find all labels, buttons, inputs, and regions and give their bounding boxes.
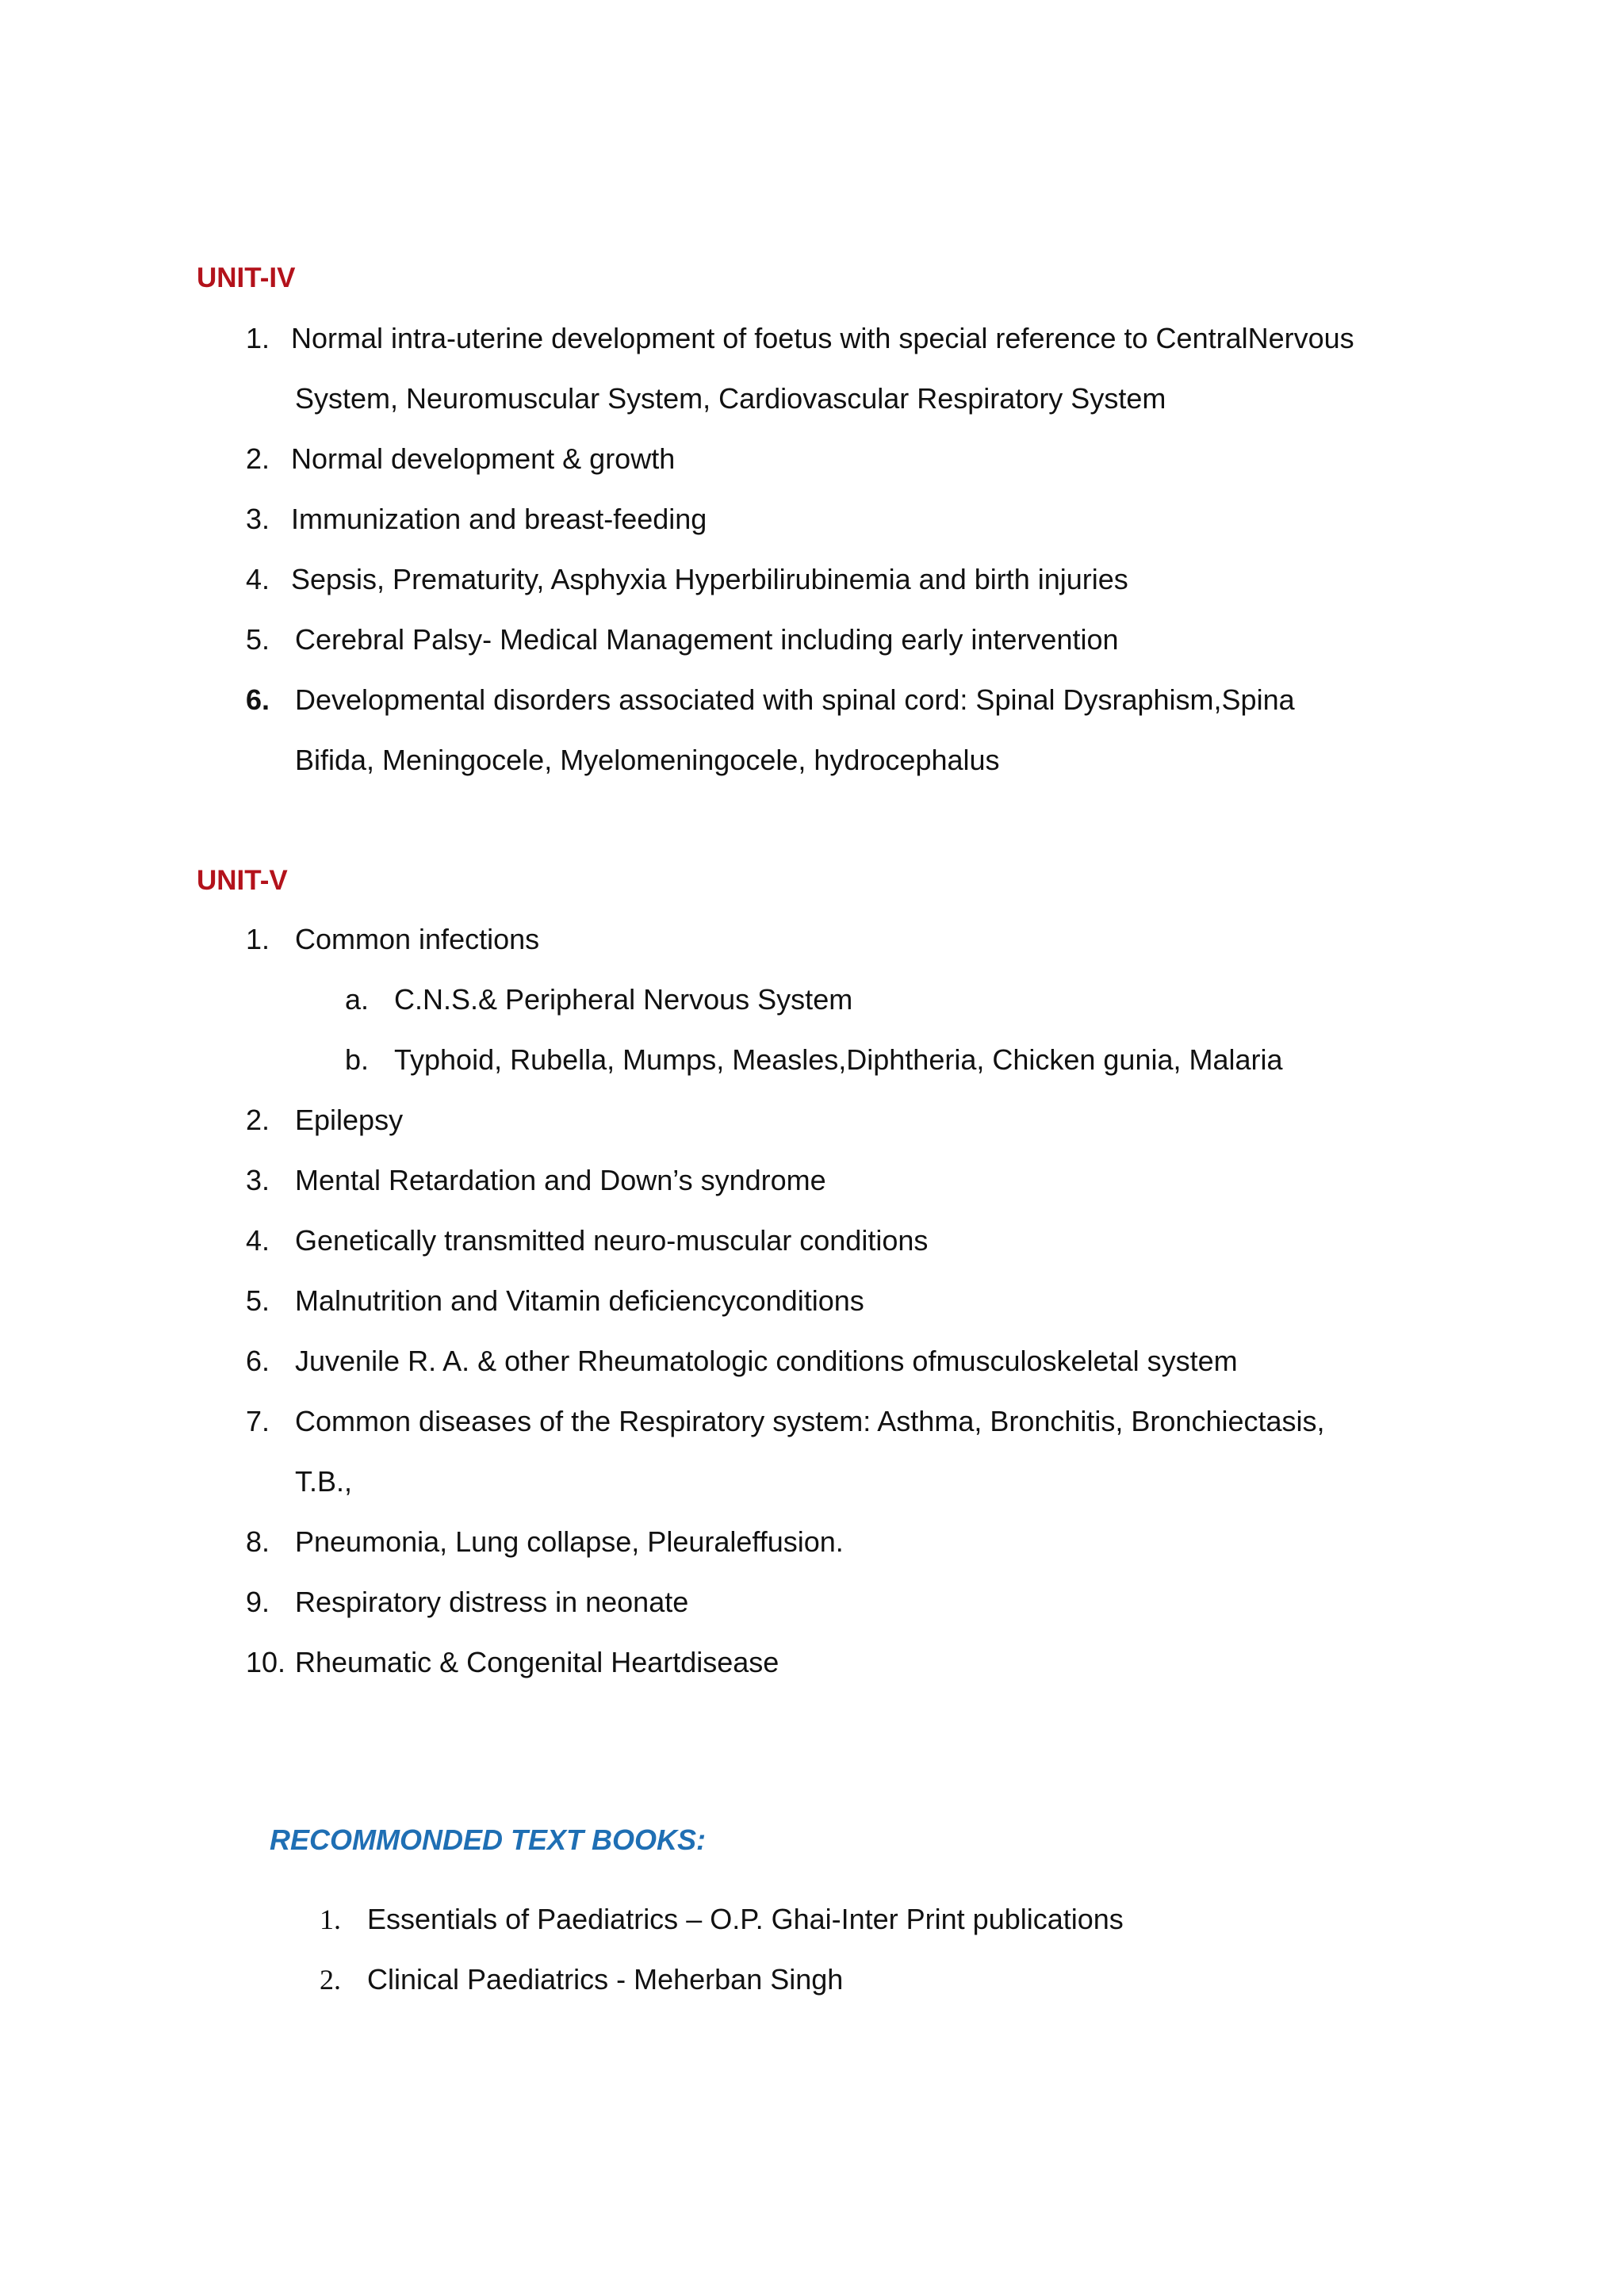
item-text: Typhoid, Rubella, Mumps, Measles,Diphtheria, Chicken gunia, Malaria <box>394 1043 1283 1076</box>
unit-iv-heading: UNIT-IV <box>197 262 296 293</box>
item-text: Common infections <box>295 923 540 955</box>
unit-v-heading: UNIT-V <box>197 865 288 896</box>
item-text: Clinical Paediatrics - Meherban Singh <box>367 1963 844 1996</box>
books-heading: RECOMMONDED TEXT BOOKS: <box>270 1823 707 1856</box>
item-text: Genetically transmitted neuro-muscular conditions <box>295 1224 929 1257</box>
item-number: 2. <box>320 1964 341 1996</box>
item-number: 1. <box>246 322 270 354</box>
item-text: Respiratory distress in neonate <box>295 1586 689 1618</box>
item-number: 8. <box>246 1525 270 1558</box>
item-number: 7. <box>246 1405 270 1437</box>
item-text: Developmental disorders associated with spinal cord: Spinal Dysraphism,Spina <box>295 683 1295 716</box>
item-number: 1. <box>320 1904 341 1935</box>
item-continuation: System, Neuromuscular System, Cardiovascular Respiratory System <box>295 382 1166 415</box>
item-number: 3. <box>246 503 270 535</box>
item-text: Essentials of Paediatrics – O.P. Ghai-Inter Print publications <box>367 1903 1124 1935</box>
item-letter: a. <box>345 983 370 1016</box>
item-number: 4. <box>246 1224 270 1257</box>
item-text: Normal development & growth <box>291 442 676 475</box>
item-text: C.N.S.& Peripheral Nervous System <box>394 983 853 1016</box>
item-number: 9. <box>246 1586 270 1618</box>
item-number: 5. <box>246 623 270 656</box>
item-text: Epilepsy <box>295 1104 404 1136</box>
item-text: Pneumonia, Lung collapse, Pleuraleffusion. <box>295 1525 844 1558</box>
item-continuation: Bifida, Meningocele, Myelomeningocele, hydrocephalus <box>295 744 1000 776</box>
item-text: Immunization and breast-feeding <box>291 503 707 535</box>
item-number: 5. <box>246 1284 270 1317</box>
item-text: Juvenile R. A. & other Rheumatologic conditions ofmusculoskeletal system <box>295 1345 1238 1377</box>
item-continuation: T.B., <box>295 1465 353 1498</box>
item-number: 6. <box>246 1345 270 1377</box>
item-number: 1. <box>246 923 270 955</box>
item-text: Common diseases of the Respiratory system: Asthma, Bronchitis, Bronchiectasis, <box>295 1405 1325 1437</box>
item-number: 3. <box>246 1164 270 1196</box>
item-text: Cerebral Palsy- Medical Management including early intervention <box>295 623 1119 656</box>
item-text: Mental Retardation and Down’s syndrome <box>295 1164 826 1196</box>
item-text: Normal intra-uterine development of foetus with special reference to CentralNervous <box>291 322 1354 354</box>
item-number: 6. <box>246 683 270 716</box>
item-letter: b. <box>345 1043 370 1076</box>
item-text: Sepsis, Prematurity, Asphyxia Hyperbilirubinemia and birth injuries <box>291 563 1128 595</box>
item-number: 4. <box>246 563 270 595</box>
item-number: 2. <box>246 442 270 475</box>
item-number: 2. <box>246 1104 270 1136</box>
item-text: Malnutrition and Vitamin deficiencyconditions <box>295 1284 864 1317</box>
item-number: 10. <box>246 1646 286 1678</box>
item-text: Rheumatic & Congenital Heartdisease <box>295 1646 779 1678</box>
